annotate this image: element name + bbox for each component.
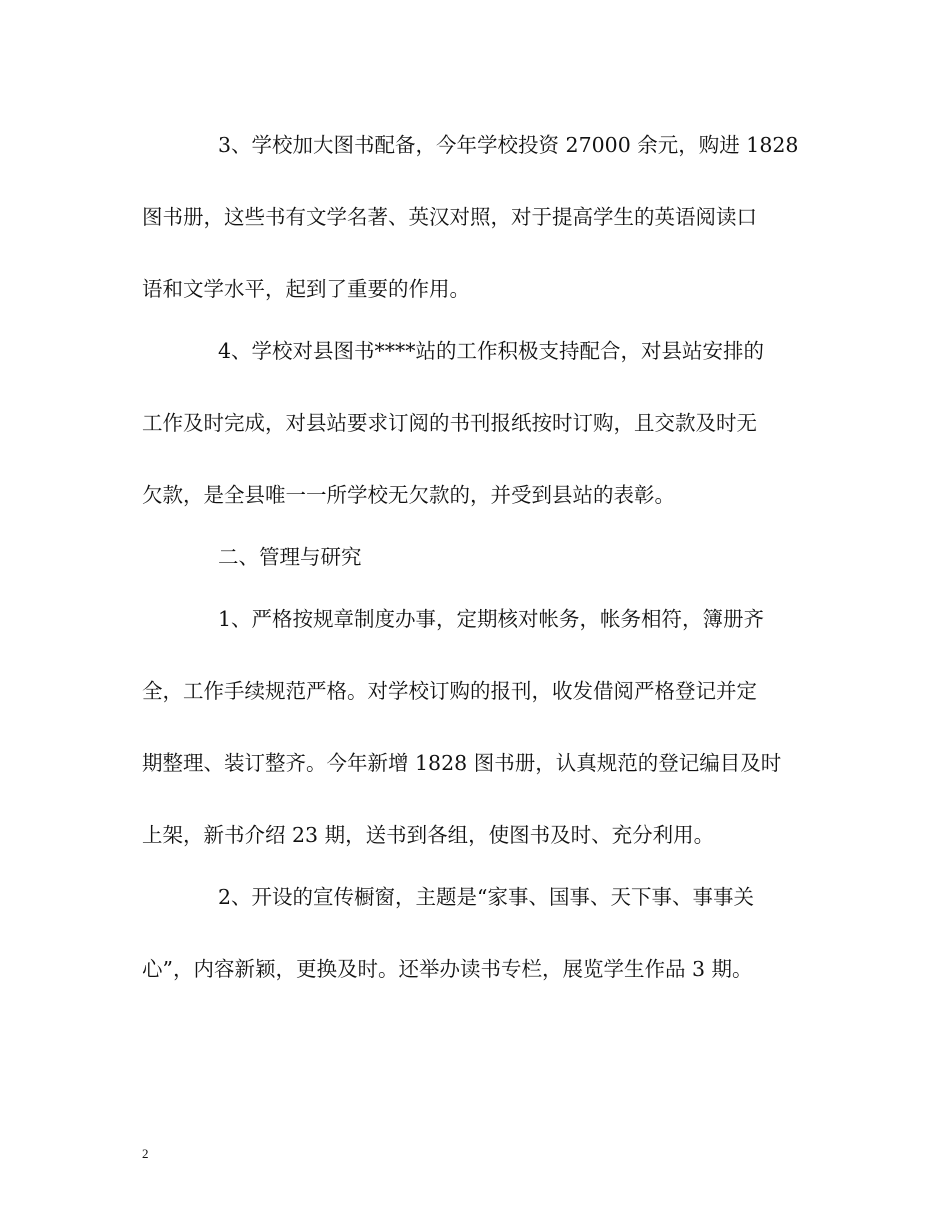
- page-number: 2: [142, 1146, 149, 1161]
- paragraph-4-line-2: 工作及时完成，对县站要求订阅的书刊报纸按时订购，且交款及时无: [142, 411, 757, 435]
- paragraph-1-line-1: 1、严格按规章制度办事，定期核对帐务，帐务相符，簿册齐: [218, 607, 765, 631]
- paragraph-3-line-1: 3、学校加大图书配备，今年学校投资 27000 余元，购进 1828: [218, 133, 799, 157]
- section-heading: 二、管理与研究: [218, 545, 362, 569]
- paragraph-3-line-2: 图书册，这些书有文学名著、英汉对照，对于提高学生的英语阅读口: [142, 205, 757, 229]
- paragraph-3-line-3: 语和文学水平，起到了重要的作用。: [142, 277, 470, 301]
- paragraph-1-line-3: 期整理、装订整齐。今年新增 1828 图书册，认真规范的登记编目及时: [142, 751, 782, 775]
- paragraph-2-line-1: 2、开设的宣传橱窗，主题是“家事、国事、天下事、事事关: [218, 885, 755, 909]
- paragraph-4-line-1: 4、学校对县图书****站的工作积极支持配合，对县站安排的: [218, 339, 765, 363]
- paragraph-1-line-2: 全，工作手续规范严格。对学校订购的报刊，收发借阅严格登记并定: [142, 679, 757, 703]
- paragraph-1-line-4: 上架，新书介绍 23 期，送书到各组，使图书及时、充分利用。: [142, 823, 715, 847]
- paragraph-2-line-2: 心”，内容新颖，更换及时。还举办读书专栏，展览学生作品 3 期。: [142, 957, 753, 981]
- paragraph-4-line-3: 欠款，是全县唯一一所学校无欠款的，并受到县站的表彰。: [142, 483, 675, 507]
